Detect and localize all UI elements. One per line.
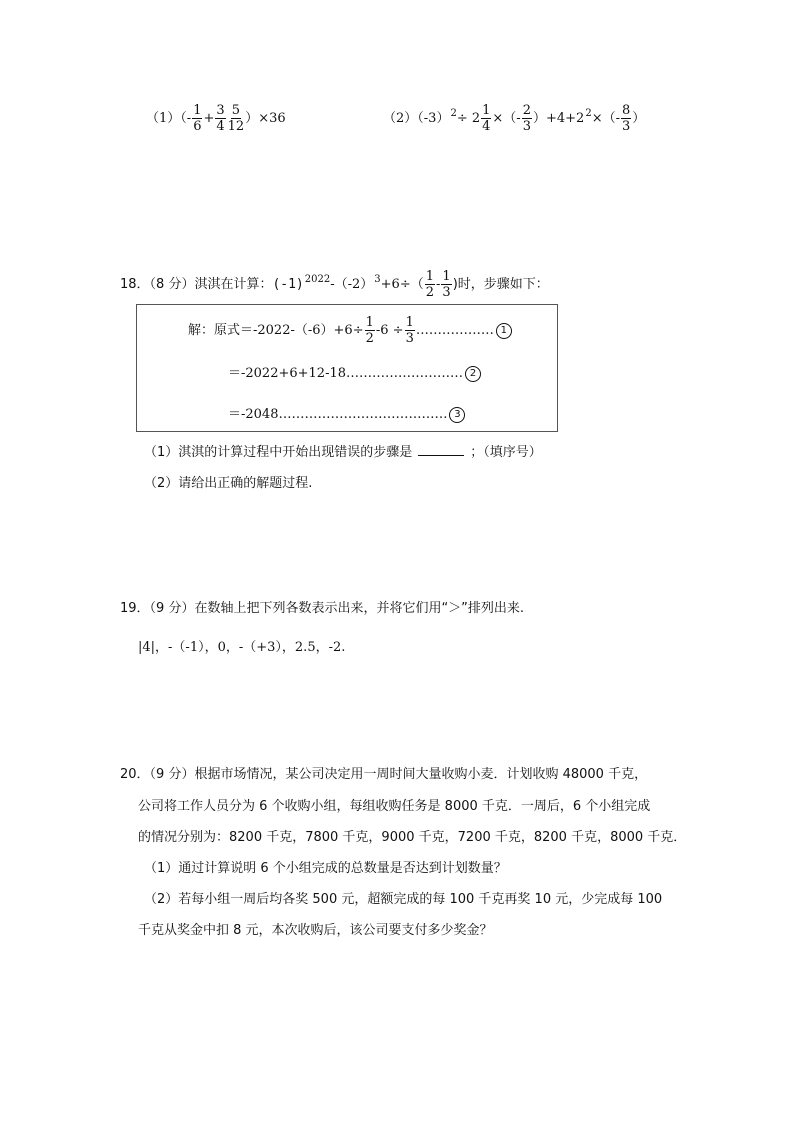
base: （-3） [417,111,450,126]
expr-term: +6÷（ [380,277,424,292]
step-marker: 1 [496,323,512,339]
fraction: $\frac{1}{3}$ [442,269,451,300]
times-term: ×（- [492,111,521,126]
q17-part1 [146,104,286,133]
fraction: $\frac{8}{3}$ [621,103,631,134]
solution-text: -6 ÷ [375,323,404,338]
fraction: $\frac{1}{2}$ [425,269,434,300]
fraction: $\frac{5}{12}$ [227,103,245,134]
sub-question-text: （1）淇淇的计算过程中开始出现错误的步骤是 [144,445,413,460]
solution-text: ＝-2048………………………………… [228,407,448,422]
fraction: $\frac{1}{2}$ [365,315,374,346]
q19-heading: 19．（9 分）在数轴上把下列各数表示出来，并将它们用“＞”排列出来. [120,601,525,616]
solution-line-2 [228,362,481,382]
step-marker: 3 [449,407,465,423]
middle-term: ）+4+2 [532,111,585,126]
fraction: $\frac{3}{4}$ [216,103,225,134]
divide-term: ÷ 2 [456,111,481,126]
leader-dots: ……………… [415,323,494,338]
plus-sign: + [203,111,215,126]
q20-line-2: 公司将工作人员分为 6 个收购小组，每组收购任务是 8000 千克．一周后，6 个小组完成 [138,799,651,814]
q17-part2-label: （2） [383,111,418,126]
q17-part1-label: （1） [146,111,181,126]
exponent: 2022 [304,274,331,285]
q20-line-1: 20．（9 分）根据市场情况，某公司决定用一周时间大量收购小麦．计划收购 48000 千克， [120,767,648,782]
q18-sub2: （2）请给出正确的解题过程. [144,476,313,491]
exponent: 2 [450,108,457,119]
solution-line-1 [188,316,512,345]
sub-question-text: ；（填序号） [470,445,542,460]
fraction: $\frac{1}{4}$ [482,103,491,134]
q17-part1-close: ）×36 [245,111,286,126]
q17-part1-open: （- [180,111,192,126]
fraction: $\frac{1}{6}$ [193,103,202,134]
exponent: 2 [585,108,592,119]
q20-line-4: （1）通过计算说明 6 个小组完成的总数量是否达到计划数量？ [144,861,507,876]
fraction: $\frac{1}{3}$ [405,315,414,346]
q18-tail: )时，步骤如下： [452,277,549,292]
exponent: 3 [374,274,381,285]
q17-part2 [383,104,645,133]
solution-text: ＝-2022+6+12-18……………………… [228,366,464,381]
minus-sign: - [436,277,441,292]
q18-title: 18．（8 分）淇淇在计算： [120,277,273,292]
step-marker: 2 [465,366,481,382]
q20-line-3: 的情况分别为：8200 千克，7800 千克，9000 千克，7200 千克，8200 千克，8000 千克． [138,830,687,845]
q18-sub1 [144,441,542,460]
answer-blank[interactable] [418,443,464,456]
times-term: ×（- [591,111,620,126]
solution-text: 解：原式＝-2022-（-6）+6÷ [188,323,364,338]
solution-line-3 [228,403,465,423]
q19-numbers: |4|，-（-1），0，-（+3），2.5，-2. [138,640,346,655]
q20-line-5: （2）若每小组一周后均各奖 500 元，超额完成的每 100 千克再奖 10 元，少完成每 100 [144,892,663,907]
fraction: $\frac{2}{3}$ [522,103,531,134]
expr-term: -（-2） [330,277,374,292]
close-paren: ） [632,111,646,126]
expr-term: (-1) [272,277,304,292]
q20-line-6: 千克从奖金中扣 8 元，本次收购后，该公司要支付多少奖金？ [138,923,493,938]
q18-heading [120,270,549,299]
